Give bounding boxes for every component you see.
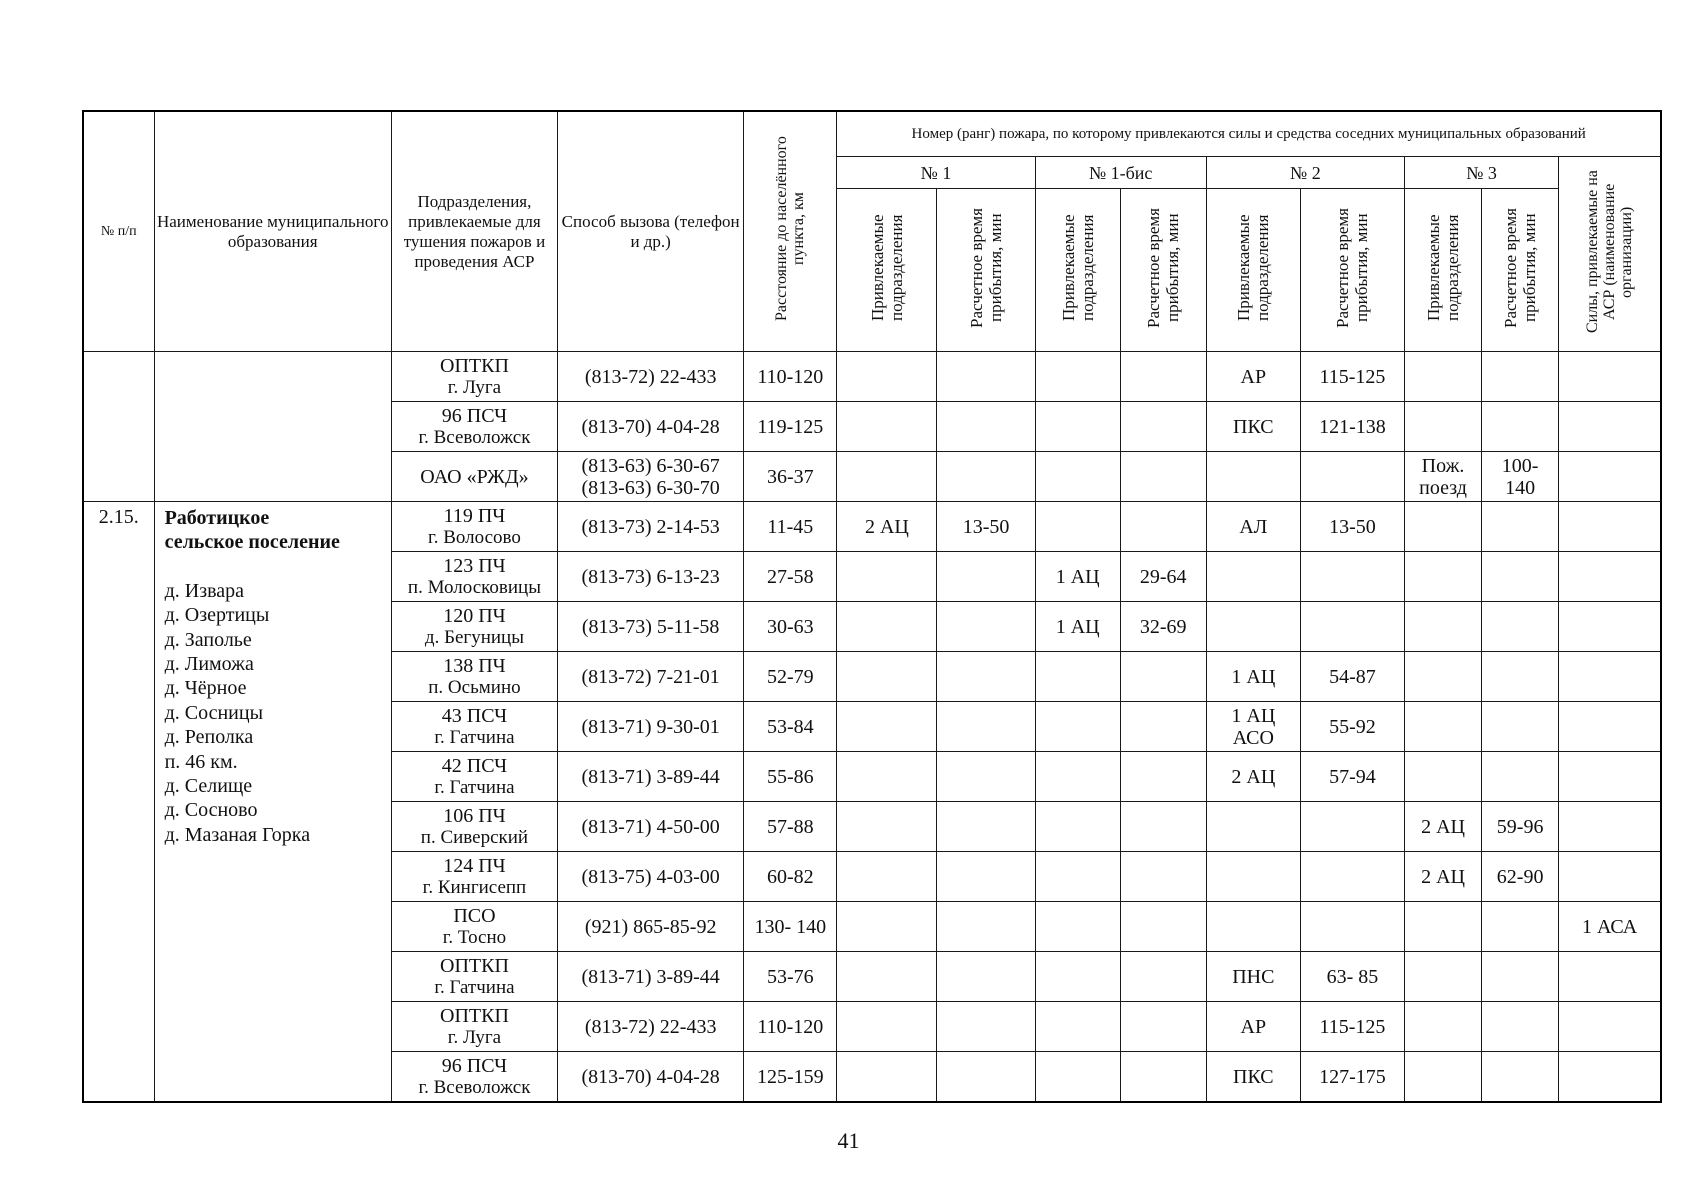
phone-cell: (813-71) 4-50-00	[558, 802, 744, 852]
settlement-name-line1: Работицкое	[164, 507, 270, 529]
header-rank1bis: № 1-бис	[1035, 157, 1206, 189]
r2-assigned-cell: 1 АЦ	[1206, 652, 1300, 702]
header-rank2: № 2	[1206, 157, 1404, 189]
phone-cell: (813-71) 3-89-44	[558, 952, 744, 1002]
phone-cell: (813-73) 2-14-53	[558, 502, 744, 552]
r3-assigned-cell: 2 АЦ	[1405, 802, 1482, 852]
unit-cell: 42 ПСЧ г. Гатчина	[391, 752, 557, 802]
phone-cell: (813-71) 3-89-44	[558, 752, 744, 802]
distance-cell: 53-84	[744, 702, 837, 752]
header-rank-group: Номер (ранг) пожара, по которому привлекаются силы и средства соседних муниципальных образований	[837, 111, 1661, 157]
distance-cell: 55-86	[744, 752, 837, 802]
phone-cell: (813-70) 4-04-28	[558, 1052, 744, 1103]
village-item: д. Озертицы	[164, 604, 270, 627]
name-cell	[154, 352, 391, 502]
fire-forces-table	[82, 110, 1662, 1103]
r3-time-cell: 100- 140	[1482, 452, 1559, 502]
header-name: Наименование муниципального образования	[154, 111, 391, 352]
r2-assigned-cell: ПНС	[1206, 952, 1300, 1002]
distance-cell: 30-63	[744, 602, 837, 652]
unit-cell: 96 ПСЧ г. Всеволожск	[391, 402, 557, 452]
r2-time-cell: 115-125	[1300, 1002, 1404, 1052]
village-item: д. Сосницы	[164, 701, 264, 724]
header-r1b-time: Расчетное время прибытия, мин	[1120, 189, 1206, 352]
unit-cell: 123 ПЧ п. Молосковицы	[391, 552, 557, 602]
r1b-assigned-cell: 1 АЦ	[1035, 602, 1120, 652]
settlement-cell	[154, 502, 391, 1103]
header-r1b-assigned: Привлекаемые подразделения	[1035, 189, 1120, 352]
header-r3-assigned: Привлекаемые подразделения	[1405, 189, 1482, 352]
page-number: 41	[837, 1128, 860, 1153]
header-rank3: № 3	[1405, 157, 1559, 189]
r3-assigned-cell: Пож. поезд	[1405, 452, 1482, 502]
unit-cell: ОПТКП г. Гатчина	[391, 952, 557, 1002]
header-r1-time: Расчетное время прибытия, мин	[937, 189, 1035, 352]
phone-cell: (813-73) 5-11-58	[558, 602, 744, 652]
village-item: д. Реполка	[164, 726, 254, 749]
header-call: Способ вызова (телефон и др.)	[558, 111, 744, 352]
asr-cell: 1 АСА	[1559, 902, 1661, 952]
village-item: п. 46 км.	[164, 750, 238, 773]
distance-cell: 130- 140	[744, 902, 837, 952]
distance-cell: 110-120	[744, 352, 837, 402]
phone-cell: (813-75) 4-03-00	[558, 852, 744, 902]
phone-cell: (813-72) 22-433	[558, 1002, 744, 1052]
village-item: д. Лиможа	[164, 653, 254, 676]
unit-cell: ОПТКП г. Луга	[391, 352, 557, 402]
unit-cell: 138 ПЧ п. Осьмино	[391, 652, 557, 702]
r1b-time-cell: 29-64	[1120, 552, 1206, 602]
header-r2-assigned: Привлекаемые подразделения	[1206, 189, 1300, 352]
village-item: д. Селище	[164, 775, 253, 798]
unit-cell: ПСО г. Тосно	[391, 902, 557, 952]
header-rank1: № 1	[837, 157, 1035, 189]
r2-assigned-cell: АР	[1206, 352, 1300, 402]
phone-cell: (813-70) 4-04-28	[558, 402, 744, 452]
header-num: № п/п	[83, 111, 154, 352]
table-row	[83, 352, 1661, 402]
r2-time-cell: 13-50	[1300, 502, 1404, 552]
village-item: д. Сосново	[164, 799, 258, 822]
phone-cell: (813-73) 6-13-23	[558, 552, 744, 602]
r2-assigned-cell: 2 АЦ	[1206, 752, 1300, 802]
village-item: д. Мазаная Горка	[164, 823, 311, 846]
r1-assigned-cell: 2 АЦ	[837, 502, 937, 552]
distance-cell: 57-88	[744, 802, 837, 852]
village-item: д. Заполье	[164, 628, 252, 651]
distance-cell: 125-159	[744, 1052, 837, 1103]
settlement-name-line2: сельское поселение	[164, 531, 340, 554]
r2-time-cell: 115-125	[1300, 352, 1404, 402]
distance-cell: 36-37	[744, 452, 837, 502]
distance-cell: 60-82	[744, 852, 837, 902]
r1b-assigned-cell: 1 АЦ	[1035, 552, 1120, 602]
header-r2-time: Расчетное время прибытия, мин	[1300, 189, 1404, 352]
unit-cell: 124 ПЧ г. Кингисепп	[391, 852, 557, 902]
distance-cell: 27-58	[744, 552, 837, 602]
header-units: Подразделения, привлекаемые для тушения пожаров и проведения АСР	[391, 111, 557, 352]
village-item: д. Чёрное	[164, 677, 247, 700]
unit-cell: 120 ПЧ д. Бегуницы	[391, 602, 557, 652]
phone-cell: (813-71) 9-30-01	[558, 702, 744, 752]
unit-cell: 96 ПСЧ г. Всеволожск	[391, 1052, 557, 1103]
distance-cell: 53-76	[744, 952, 837, 1002]
header-r1-assigned: Привлекаемые подразделения	[837, 189, 937, 352]
village-list	[165, 579, 391, 847]
phone-cell: (813-72) 22-433	[558, 352, 744, 402]
r3-time-cell: 59-96	[1482, 802, 1559, 852]
header-r3-time: Расчетное время прибытия, мин	[1482, 189, 1559, 352]
r2-assigned-cell: АЛ	[1206, 502, 1300, 552]
header-asr: Силы, привлекаемые на АСР (наименование организации)	[1559, 157, 1661, 352]
unit-cell: ОАО «РЖД»	[391, 452, 557, 502]
r2-assigned-cell: ПКС	[1206, 1052, 1300, 1103]
r2-assigned-cell: 1 АЦ АСО	[1206, 702, 1300, 752]
r1-time-cell: 13-50	[937, 502, 1035, 552]
phone-cell: (813-72) 7-21-01	[558, 652, 744, 702]
header-distance: Расстояние до населённого пункта, км	[744, 111, 837, 352]
distance-cell: 110-120	[744, 1002, 837, 1052]
settlement-number: 2.15.	[83, 502, 154, 1103]
unit-cell: 43 ПСЧ г. Гатчина	[391, 702, 557, 752]
r3-time-cell: 62-90	[1482, 852, 1559, 902]
unit-cell: 106 ПЧ п. Сиверский	[391, 802, 557, 852]
village-item: д. Извара	[164, 579, 245, 602]
phone-cell: (813-63) 6-30-67 (813-63) 6-30-70	[558, 452, 744, 502]
r2-assigned-cell: ПКС	[1206, 402, 1300, 452]
num-cell	[83, 352, 154, 502]
table-row	[83, 502, 1661, 552]
distance-cell: 52-79	[744, 652, 837, 702]
distance-cell: 11-45	[744, 502, 837, 552]
unit-cell: 119 ПЧ г. Волосово	[391, 502, 557, 552]
r2-time-cell: 54-87	[1300, 652, 1404, 702]
r1b-time-cell: 32-69	[1120, 602, 1206, 652]
r2-time-cell: 63- 85	[1300, 952, 1404, 1002]
distance-cell: 119-125	[744, 402, 837, 452]
r2-time-cell: 55-92	[1300, 702, 1404, 752]
r2-assigned-cell: АР	[1206, 1002, 1300, 1052]
r2-time-cell: 57-94	[1300, 752, 1404, 802]
unit-cell: ОПТКП г. Луга	[391, 1002, 557, 1052]
r3-assigned-cell: 2 АЦ	[1405, 852, 1482, 902]
r2-time-cell: 127-175	[1300, 1052, 1404, 1103]
phone-cell: (921) 865-85-92	[558, 902, 744, 952]
r2-time-cell: 121-138	[1300, 402, 1404, 452]
